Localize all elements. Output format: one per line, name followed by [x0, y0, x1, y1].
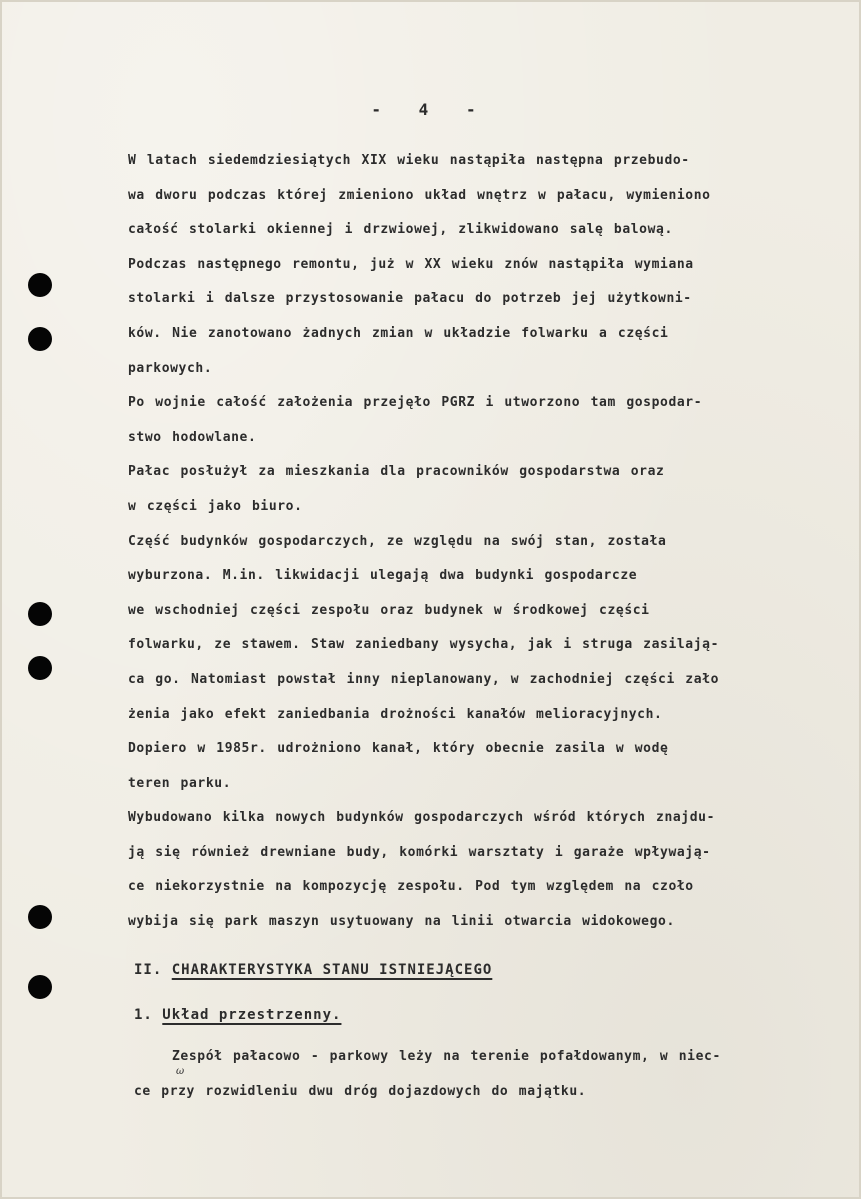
text-line: wybija się park maszyn usytuowany na linii otwarcia widokowego. [128, 914, 675, 930]
text-line: folwarku, ze stawem. Staw zaniedbany wysycha, jak i struga zasilają- [128, 637, 720, 653]
text-line: ce niekorzystnie na kompozycję zespołu. Pod tym względem na czoło [128, 879, 694, 895]
text-line: Pałac posłużył za mieszkania dla pracowników gospodarstwa oraz [128, 464, 665, 480]
text-line: Po wojnie całość założenia przejęło PGRZ i utworzono tam gospodar- [128, 395, 703, 411]
text-line: ją się również drewniane budy, komórki warsztaty i garaże wpływają- [128, 844, 711, 860]
text-line: stolarki i dalsze przystosowanie pałacu do potrzeb jej użytkowni- [128, 291, 692, 307]
text-line: Wybudowano kilka nowych budynków gospodarczych wśród których znajdu- [128, 810, 716, 826]
text-line: wyburzona. M.in. likwidacji ulegają dwa budynki gospodarcze [128, 568, 638, 584]
section-title: CHARAKTERYSTYKA STANU ISTNIEJĄCEGO [171, 962, 493, 978]
punch-hole [28, 327, 52, 351]
text-line: parkowych. [128, 360, 213, 376]
page-number: - 4 - [371, 100, 490, 119]
body-text [128, 144, 840, 940]
text-line: we wschodniej części zespołu oraz budynek w środkowej części [128, 602, 650, 618]
subsection-number: 1. [134, 1007, 153, 1023]
text-line: stwo hodowlane. [128, 429, 257, 445]
text-line: teren parku. [128, 775, 232, 791]
text-line: żenia jako efekt zaniedbania drożności kanałów melioracyjnych. [128, 706, 663, 722]
handwritten-caret-mark: ω [176, 1066, 185, 1077]
text-line: wa dworu podczas której zmieniono układ wnętrz w pałacu, wymieniono [128, 187, 711, 203]
text-line: w części jako biuro. [128, 498, 303, 514]
text-line: Podczas następnego remontu, już w XX wieku znów nastąpiła wymiana [128, 256, 694, 272]
text-line: całość stolarki okiennej i drzwiowej, zlikwidowano salę balową. [128, 222, 673, 238]
text-line: ce przy rozwidleniu dwu dróg dojazdowych do majątku. [134, 1083, 587, 1099]
text-line: ków. Nie zanotowano żadnych zmian w układzie folwarku a części [128, 325, 669, 341]
punch-hole [28, 656, 52, 680]
section-heading [134, 962, 492, 978]
text-line: ca go. Natomiast powstał inny nieplanowany, w zachodniej części zało [128, 671, 720, 687]
punch-hole [28, 975, 52, 999]
text-line: Zespół pałacowo - parkowy leży na terenie pofałdowanym, w niec- [172, 1049, 721, 1064]
subsection-title: Układ przestrzenny. [162, 1007, 342, 1023]
punch-hole [28, 602, 52, 626]
section-number: II. [134, 962, 163, 978]
text-line: Część budynków gospodarczych, ze względu na swój stan, została [128, 533, 667, 549]
punch-hole [28, 273, 52, 297]
punch-hole [28, 905, 52, 929]
text-line: W latach siedemdziesiątych XIX wieku nastąpiła następna przebudo- [128, 153, 690, 168]
subsection-heading [134, 1007, 341, 1023]
paragraph-layout [134, 1040, 846, 1109]
text-line: Dopiero w 1985r. udrożniono kanał, który obecnie zasila w wodę [128, 741, 669, 757]
